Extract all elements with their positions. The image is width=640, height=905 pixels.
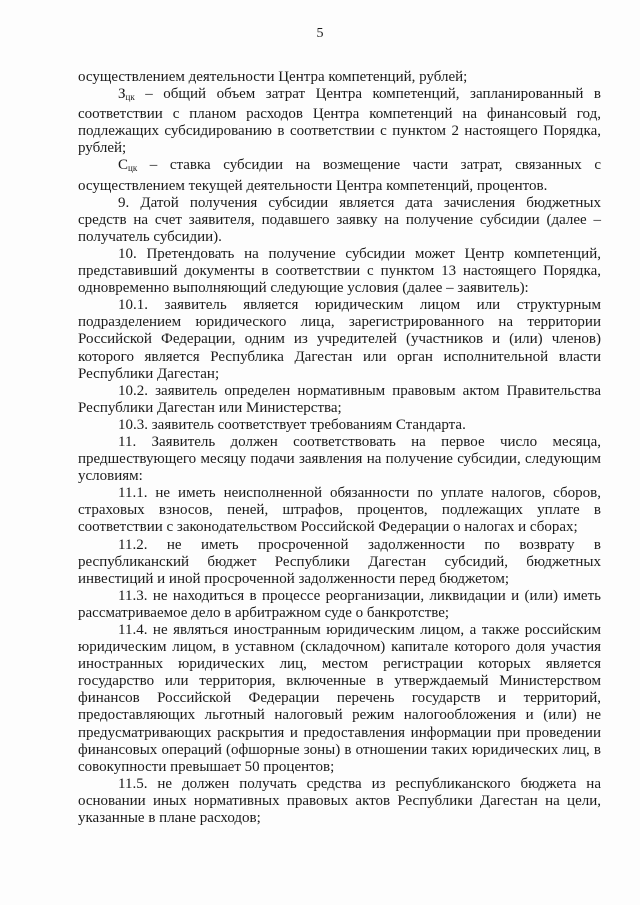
paragraph-11-1: 11.1. не иметь неисполненной обязанности по уплате налогов, сборов, страховых взносов, пеней, штрафов, процентов, подлежащих уплате в соответствии с законодательством Российской Федерации о налогах и сборах; (78, 485, 601, 536)
paragraph-9: 9. Датой получения субсидии является дата зачисления бюджетных средств на счет заявителя, подавшего заявку на получение субсидии (далее – получатель субсидии). (78, 194, 601, 245)
paragraph-10: 10. Претендовать на получение субсидии может Центр компетенций, представивший документы в соответствии с пунктом 13 настоящего Порядка, одновременно выполняющий следующие условия (далее – заявитель): (78, 245, 601, 297)
symbol-subscript: цк (128, 163, 138, 174)
paragraph-11-5: 11.5. не должен получать средства из республиканского бюджета на основании иных нормативных правовых актов Республики Дагестан на цели, указанные в плане расходов; (78, 775, 601, 827)
paragraph-11-2: 11.2. не иметь просроченной задолженности по возврату в республиканский бюджет Республики Дагестан субсидий, бюджетных инвестиций и иной просроченной задолженности перед бюджетом; (78, 536, 601, 587)
paragraph-formula-def-sck (78, 157, 601, 194)
paragraph-10-3: 10.3. заявитель соответствует требованиям Стандарта. (118, 416, 466, 433)
symbol-zck (118, 86, 135, 102)
paragraph-11-3: 11.3. не находиться в процессе реорганизации, ликвидации и (или) иметь рассматриваемое дело в арбитражном суде о банкротстве; (78, 587, 601, 621)
symbol-subscript: цк (125, 92, 135, 103)
page-number: 5 (316, 26, 324, 41)
symbol-letter: С (118, 157, 129, 174)
paragraph-11: 11. Заявитель должен соответствовать на первое число месяца, предшествующего месяцу подачи заявления на получение субсидии, следующим условиям: (78, 433, 601, 485)
paragraph-11-4: 11.4. не являться иностранным юридическим лицом, а также российским юридическим лицом, в уставном (складочном) капитале которого доля участия иностранных юридических лиц, местом регистрации которых является государство или территория, включенные в утверждаемый Министерством финансов Российской Федерации перечень государств и территорий, предоставляющих льготный налоговый режим налогообложения и (или) не предусматривающих раскрытия и предоставления информации при проведении финансовых операций (офшорные зоны) в отношении таких юридических лиц, в совокупности превышает 50 процентов; (78, 622, 601, 775)
paragraph-10-1: 10.1. заявитель является юридическим лицом или структурным подразделением юридического лица, зарегистрированного на территории Российской Федерации, одним из учредителей (участников и (или) членов) которого является Республика Дагестан или орган исполнительной власти Республики Дагестан; (78, 297, 601, 382)
symbol-sck (118, 157, 137, 173)
paragraph-text: – общий объем затрат Центра компетенций, запланированный в соответствии с планом расходов Центра компетенций на финансовый год, подлежащих субсидированию в соответствии с пунктом 2 настоящего Порядка, рублей; (78, 86, 601, 157)
paragraph-continuation: осуществлением деятельности Центра компетенций, рублей; (78, 69, 468, 85)
document-body (78, 69, 601, 827)
paragraph-10-2: 10.2. заявитель определен нормативным правовым актом Правительства Республики Дагестан или Министерства; (78, 382, 601, 416)
paragraph-text: – ставка субсидии на возмещение части затрат, связанных с осуществлением текущей деятельности Центра компетенций, процентов. (78, 157, 601, 194)
symbol-letter: З (118, 86, 126, 103)
paragraph-formula-def-zck (78, 86, 601, 157)
